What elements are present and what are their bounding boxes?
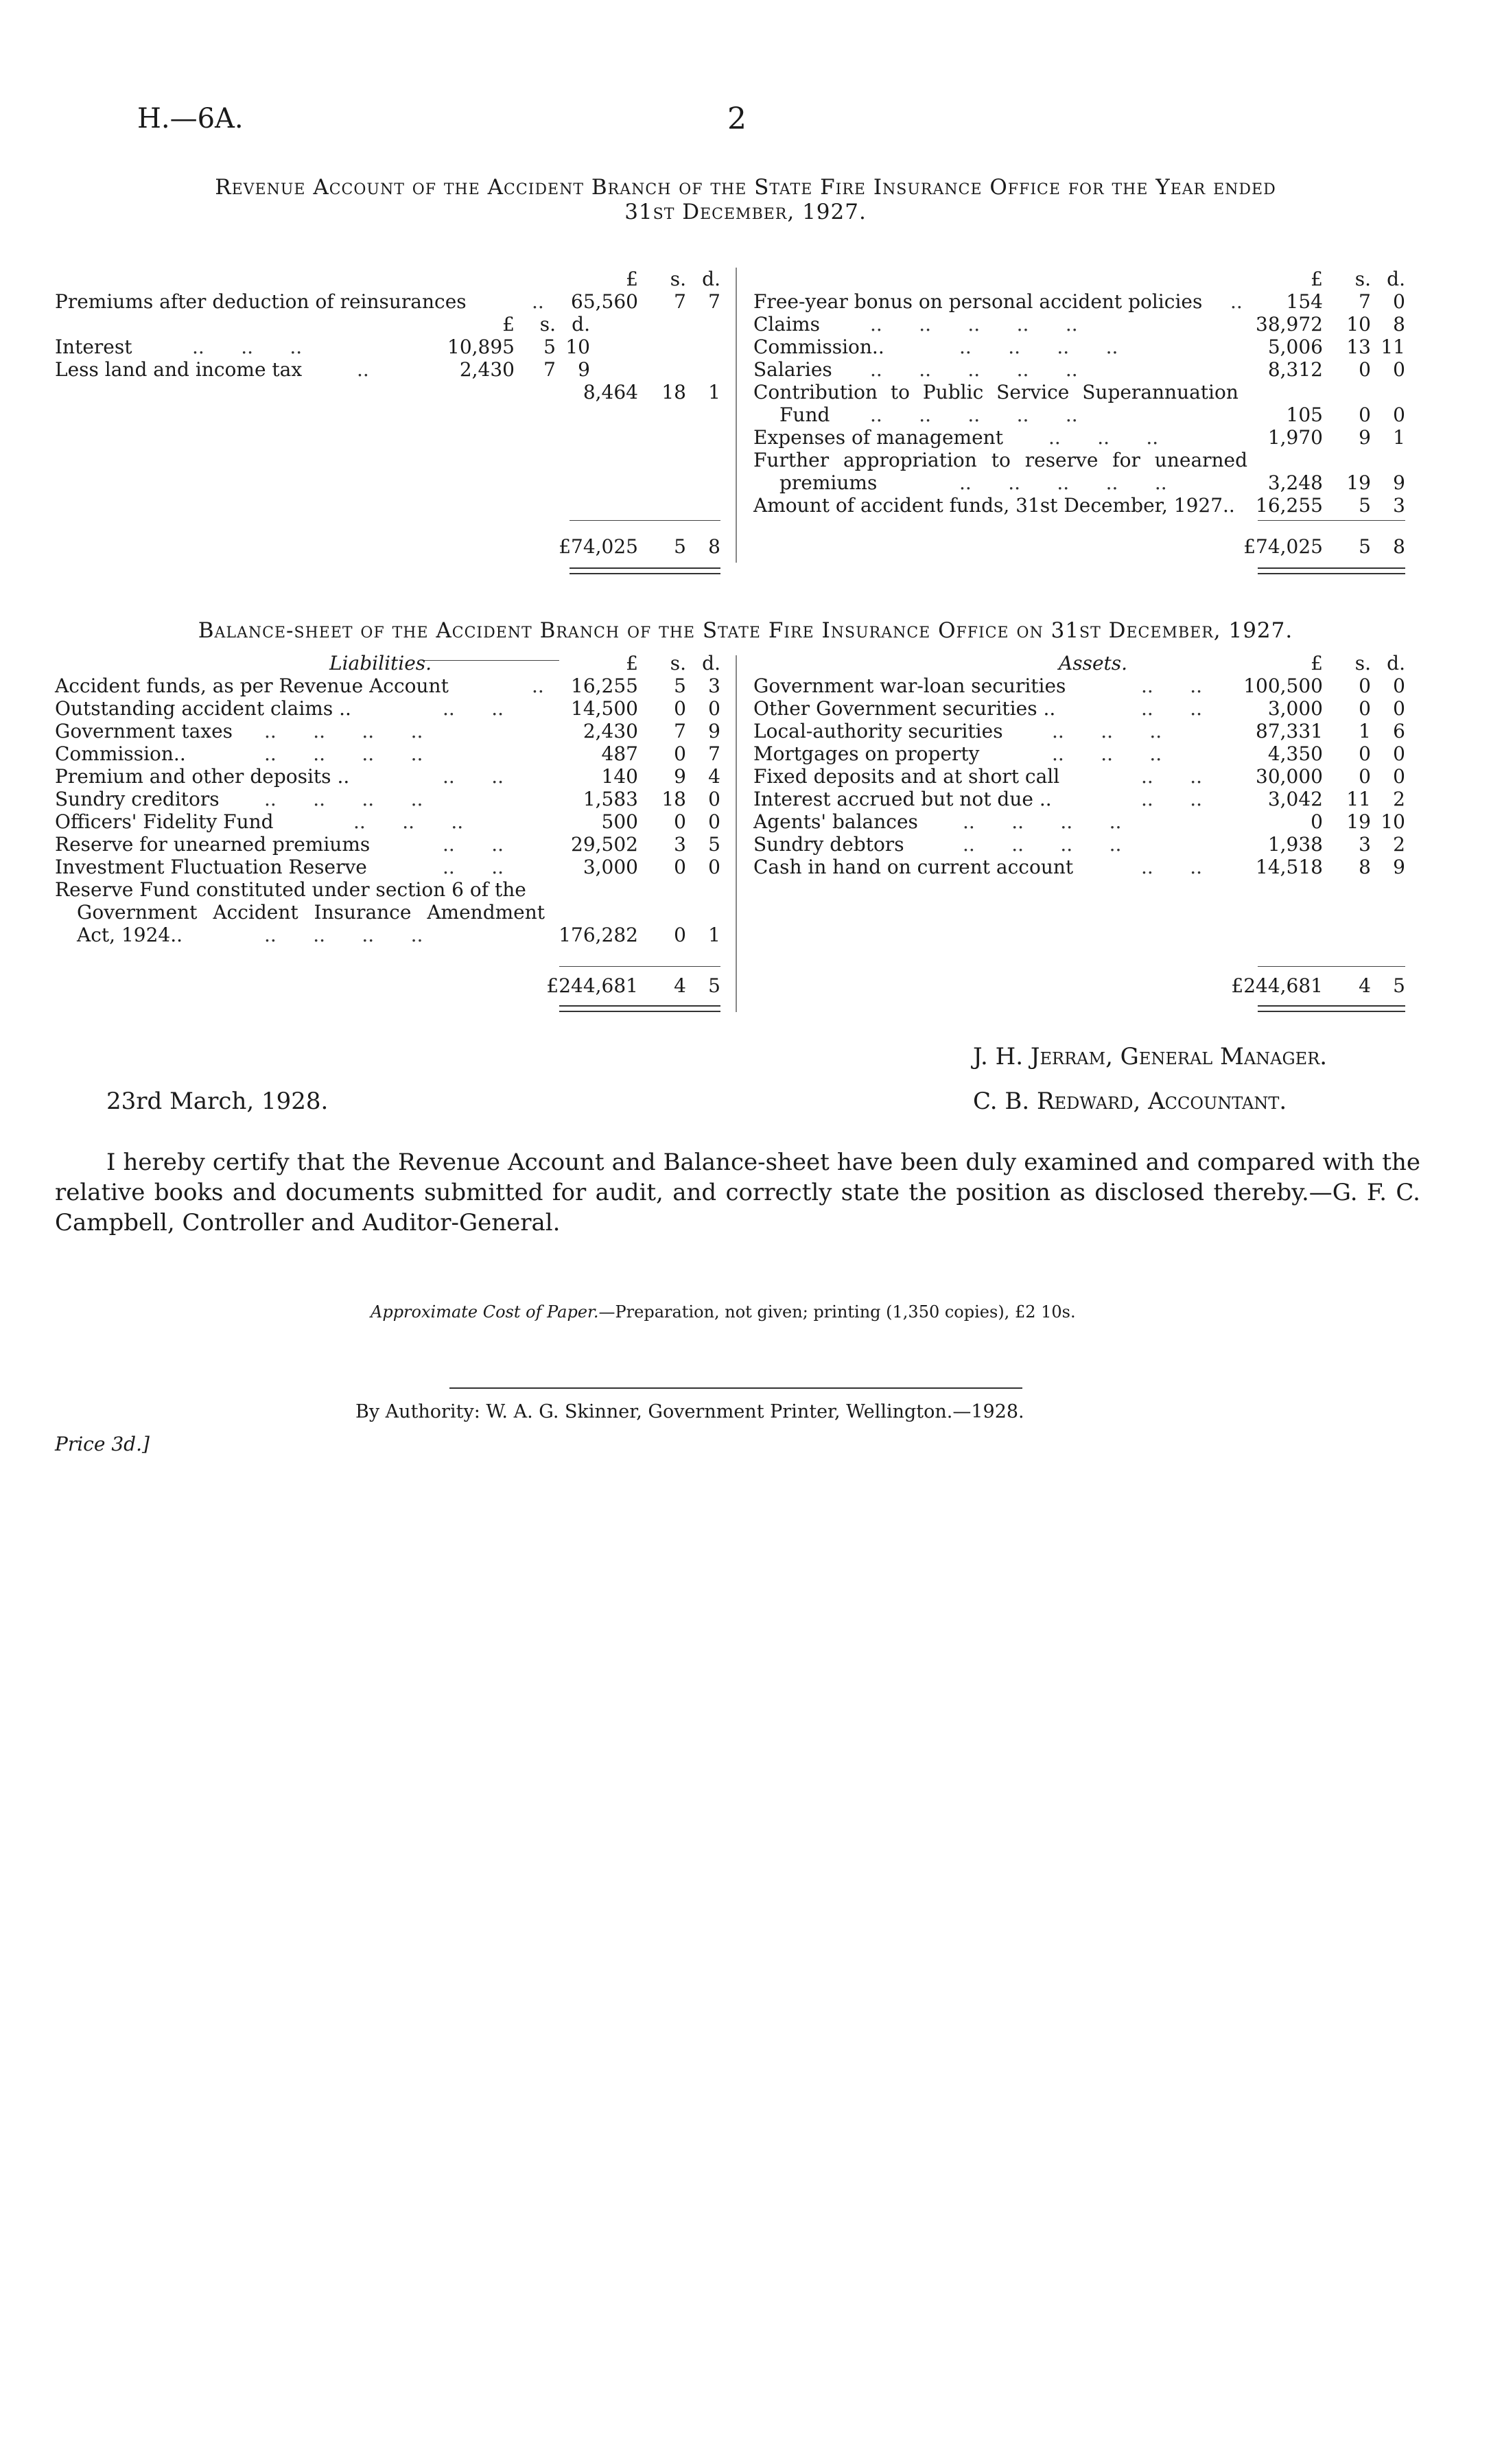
liability-row: Sundry creditors .. .. .. .. 1,583 18 0 <box>55 788 720 810</box>
assets-column: Assets. £ s. d. Government war-loan securities .. .. 100,500 0 0 Other Government securities .. .. .. 3,000 0 0 Local-authority securities .. .. .. 87,331 1 6 Mortgages on property .. .. .. 4,350 0 0 Fixed deposits and at short call .. .. 30,000 0 0 Interest accrued but not due .. .. .. 3,042 11 2 Agents' balances .. .. .. .. 0 19 10 Sundry debtors .. .. .. .. 1,938 3 2 Cash in hand on current account .. .. 14,518 8 9 £244,681 4 5 <box>753 652 1419 878</box>
cost-note: Approximate Cost of Paper.—Preparation, not given; printing (1,350 copies), £2 10s. <box>371 1302 1076 1322</box>
currency-header-row <box>55 268 720 290</box>
document-code: H.—6A. <box>137 103 244 134</box>
assets-total: £244,681 <box>1231 974 1323 997</box>
liability-row: Reserve for unearned premiums .. .. 29,502 3 5 <box>55 833 720 856</box>
total-double-rule <box>570 567 720 574</box>
accountant-signature: C. B. Redward, Accountant. <box>973 1088 1287 1115</box>
premiums-pounds: 65,560 <box>571 290 638 313</box>
asset-row: Interest accrued but not due .. .. .. 3,042 11 2 <box>753 788 1405 810</box>
revenue-right-total: £74,025 <box>1243 535 1323 558</box>
revenue-left-total-row: £74,025 5 8 <box>55 535 720 558</box>
premiums-label: Premiums after deduction of reinsurances <box>55 290 467 313</box>
expenditure-row: Claims .. .. .. .. .. 38,972 10 8 <box>753 313 1405 336</box>
balance-divider <box>736 655 737 1012</box>
revenue-title-line1: Revenue Account of the Accident Branch of the State Fire Insurance Office for the Year ended <box>215 175 1276 200</box>
inner-currency-header-row: £ s. d. <box>502 313 590 336</box>
reserve-fund-row: Reserve Fund constituted under section 6 of the <box>55 878 526 901</box>
shilling-header: s. <box>670 268 686 290</box>
page-number: 2 <box>727 102 747 137</box>
expenses-row: Expenses of management .. .. .. 1,970 9 1 <box>753 426 1405 449</box>
expenditure-row: Free-year bonus on personal accident policies .. 154 7 0 <box>753 290 1405 313</box>
asset-row: Local-authority securities .. .. .. 87,331 1 6 <box>753 720 1405 742</box>
liability-row: Investment Fluctuation Reserve .. .. 3,000 0 0 <box>55 856 720 878</box>
authority-rule <box>449 1387 1022 1389</box>
liability-row: Outstanding accident claims .. .. .. 14,500 0 0 <box>55 697 720 720</box>
tax-label: Less land and income tax <box>55 358 303 381</box>
net-interest-row: 8,464 18 1 <box>583 381 720 403</box>
revenue-expenditure-column: £ s. d. Free-year bonus on personal accident policies .. 154 7 0 Claims .. .. .. .. .. 38,972 10 8 Commission.. .. .. .. .. 5,006 13 11 Salaries .. .. .. .. .. 8,312 0 0 Contribution to Public Service Superannuation Fund .. .. .. .. .. 105 0 0 Expenses of management .. .. .. 1,970 9 1 Further appropriation to reserve for unearned premiums .. .. .. .. .. 3,248 19 9 Amount of accident funds, 31st December, 1927.. 16,255 5 3 £74,025 5 8 <box>753 268 1419 517</box>
price-note: Price 3d.] <box>55 1433 150 1455</box>
asset-row: Sundry debtors .. .. .. .. 1,938 3 2 <box>753 833 1405 856</box>
printer-authority: By Authority: W. A. G. Skinner, Government Printer, Wellington.—1928. <box>355 1401 1024 1422</box>
asset-row: Mortgages on property .. .. .. 4,350 0 0 <box>753 742 1405 765</box>
liability-row: Commission.. .. .. .. .. 487 0 7 <box>55 742 720 765</box>
tax-row: Less land and income tax .. 2,430 7 9 <box>55 358 590 381</box>
assets-total-row: £244,681 4 5 <box>753 974 1419 997</box>
assets-heading: Assets. <box>1059 652 1128 674</box>
expenditure-row: Salaries .. .. .. .. .. 8,312 0 0 <box>753 358 1405 381</box>
expenditure-row: Commission.. .. .. .. .. 5,006 13 11 <box>753 336 1405 358</box>
liabilities-column: Liabilities. £ s. d. Accident funds, as per Revenue Account .. 16,255 5 3 Outstanding accident claims .. .. .. 14,500 0 0 Government taxes .. .. .. .. 2,430 7 9 Commission.. .. .. .. .. 487 0 7 Premium and other deposits .. .. .. 140 9 4 Sundry creditors .. .. .. .. 1,583 18 0 Officers' Fidelity Fund .. .. .. 500 0 0 Reserve for unearned premiums .. .. 29,502 3 5 Investment Fluctuation Reserve .. .. 3,000 0 0 Reserve Fund constituted under section 6 of the Government Accident Insurance Amendment Act, 1924.. .. .. .. .. 176,282 0 1 £244,681 4 5 <box>55 652 720 946</box>
liability-row: Officers' Fidelity Fund .. .. .. 500 0 0 <box>55 810 720 833</box>
pound-header: £ <box>626 268 638 290</box>
report-date: 23rd March, 1928. <box>106 1088 329 1115</box>
balance-sheet-title: Balance-sheet of the Accident Branch of the State Fire Insurance Office on 31st December, 1927. <box>198 618 1293 643</box>
revenue-divider <box>736 268 737 563</box>
premiums-row: Premiums after deduction of reinsurances .. 65,560 7 7 <box>55 290 720 313</box>
asset-row: Cash in hand on current account .. .. 14,518 8 9 <box>753 856 1405 878</box>
liabilities-total: £244,681 <box>546 974 638 997</box>
contribution-row: Contribution to Public Service Superannuation <box>753 381 1238 403</box>
asset-row: Fixed deposits and at short call .. .. 30,000 0 0 <box>753 765 1405 788</box>
interest-label: Interest <box>55 336 132 358</box>
asset-row: Agents' balances .. .. .. .. 0 19 10 <box>753 810 1405 833</box>
asset-row: Other Government securities .. .. .. 3,000 0 0 <box>753 697 1405 720</box>
asset-row: Government war-loan securities .. .. 100,500 0 0 <box>753 674 1405 697</box>
total-rule-top <box>570 520 720 521</box>
revenue-income-column <box>55 268 720 558</box>
liabilities-total-row: £244,681 4 5 <box>55 974 720 997</box>
liabilities-heading: Liabilities. <box>329 652 432 674</box>
manager-signature: J. H. Jerram, General Manager. <box>973 1043 1328 1070</box>
audit-certification: I hereby certify that the Revenue Account and Balance-sheet have been duly examined and compared with the relative books and documents submitted for audit, and correctly state the position as disclosed thereby.—G. F. C. Campbell, Controller and Auditor-General. <box>55 1149 1420 1236</box>
liability-row: Government taxes .. .. .. .. 2,430 7 9 <box>55 720 720 742</box>
revenue-right-total-row: £74,025 5 8 <box>753 535 1419 558</box>
pence-header: d. <box>702 268 720 290</box>
revenue-left-total: £74,025 <box>559 535 638 558</box>
liability-row: Accident funds, as per Revenue Account .. 16,255 5 3 <box>55 674 720 697</box>
interest-row: Interest .. .. .. 10,895 5 10 <box>55 336 590 358</box>
accident-funds-row: Amount of accident funds, 31st December, 1927.. 16,255 5 3 <box>753 494 1405 517</box>
revenue-title-line2: 31st December, 1927. <box>624 200 867 224</box>
liability-row: Premium and other deposits .. .. .. 140 9 4 <box>55 765 720 788</box>
further-appropriation-row: Further appropriation to reserve for unearned <box>753 449 1248 471</box>
